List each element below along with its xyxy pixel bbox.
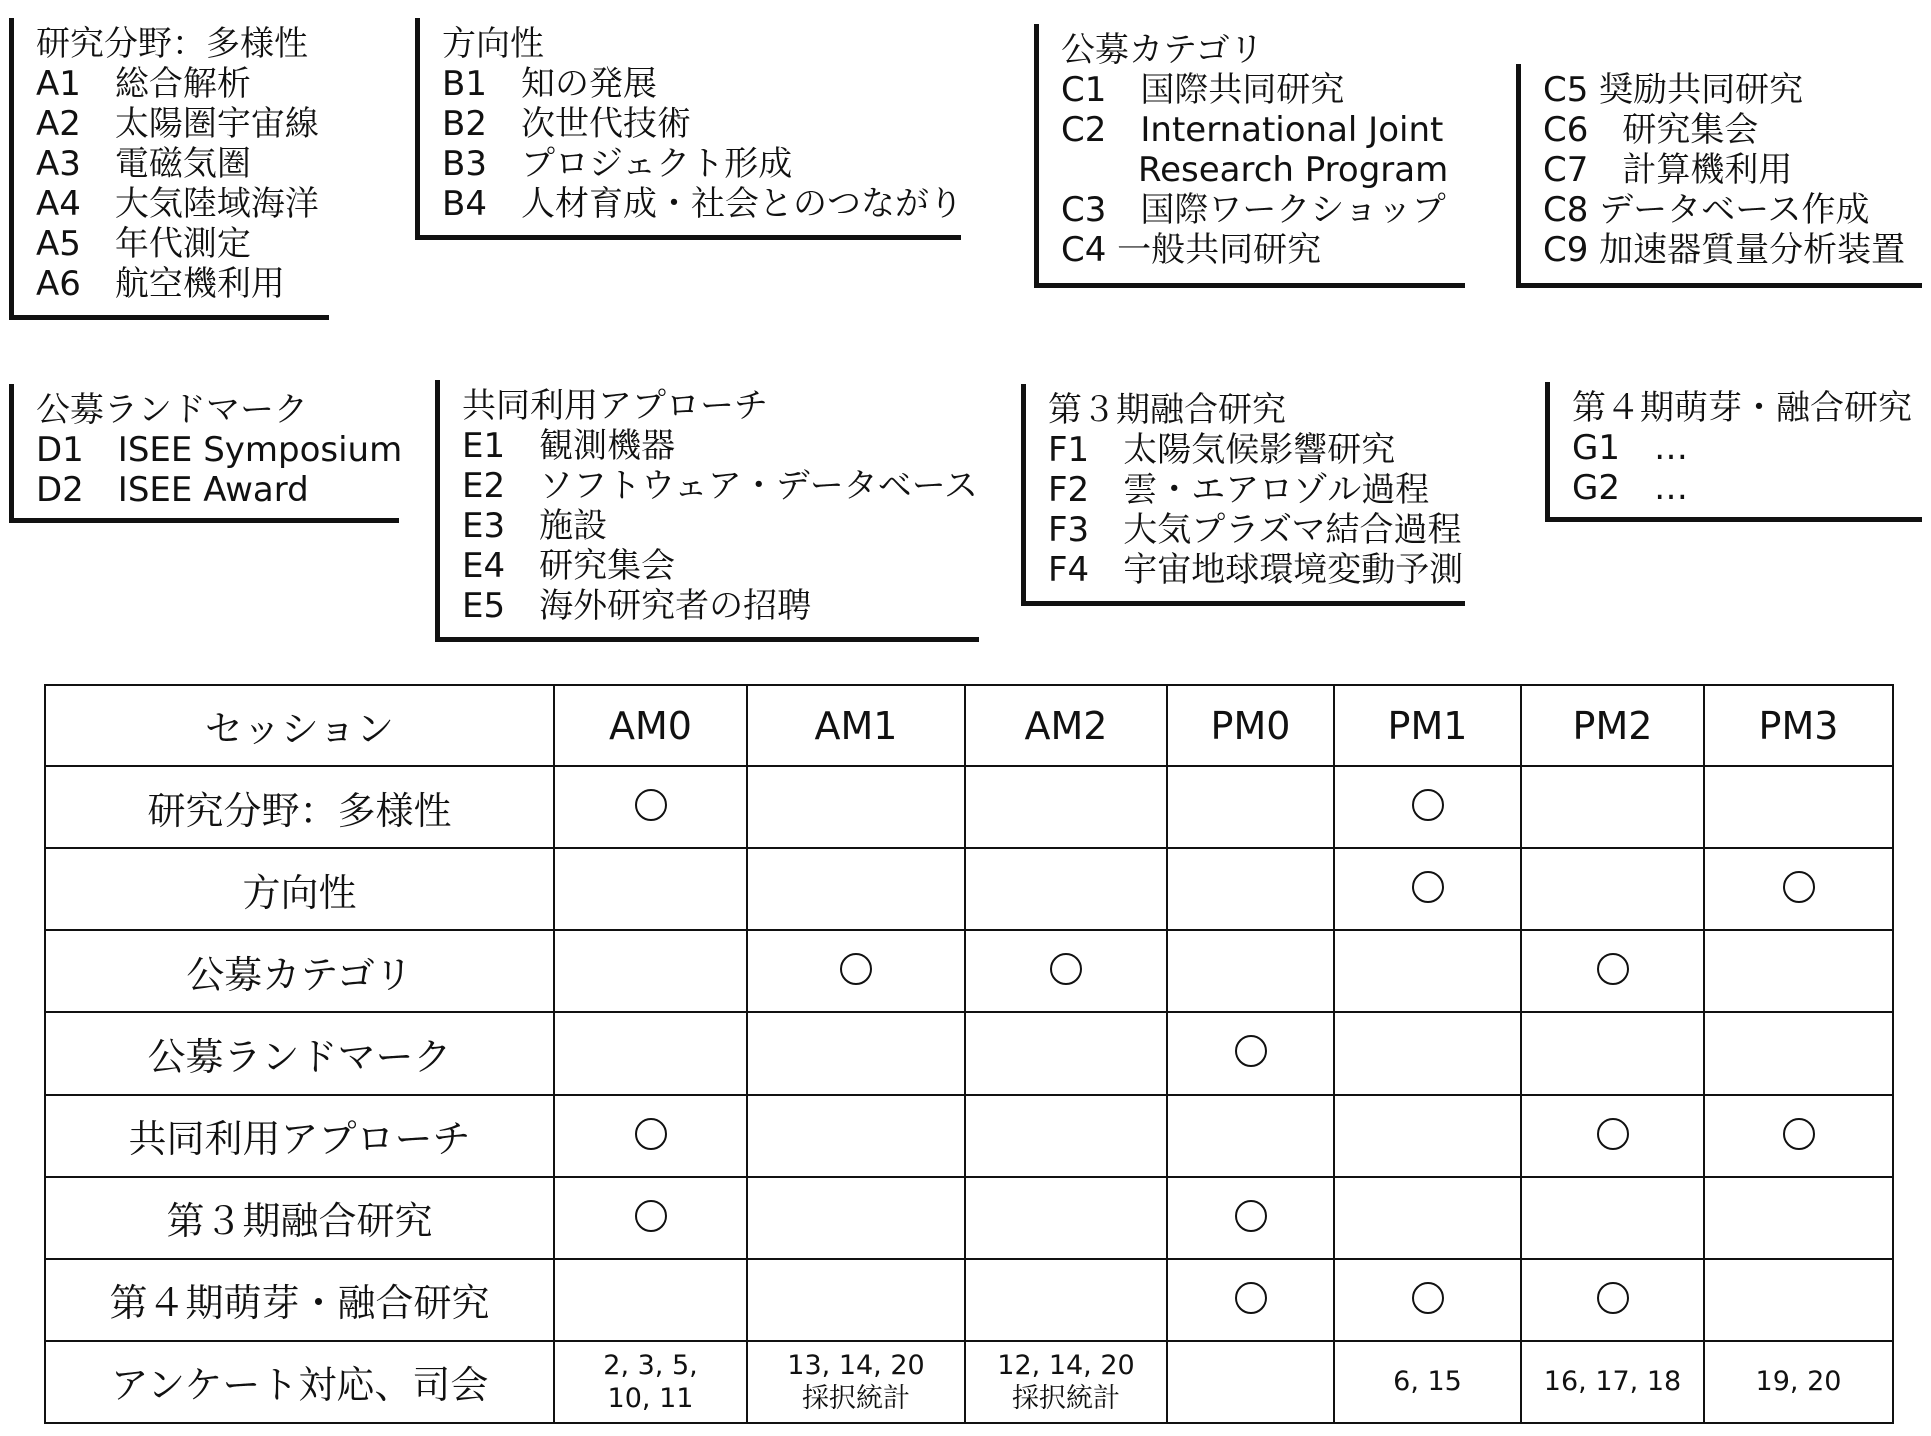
legend-box-d xyxy=(9,384,403,523)
legend-item: C6 研究集会 xyxy=(1543,110,1759,150)
row-label: 第４期萌芽・融合研究 xyxy=(45,1259,554,1341)
table-cell xyxy=(1521,848,1704,930)
legend-item: G2 … xyxy=(1572,468,1688,508)
table-cell xyxy=(1704,848,1893,930)
row-label: 研究分野：多様性 xyxy=(45,766,554,848)
table-cell xyxy=(1521,1177,1704,1259)
legend-item: C9 加速器質量分析装置 xyxy=(1543,230,1906,270)
row-label: 公募カテゴリ xyxy=(45,930,554,1012)
table-cell xyxy=(1167,1012,1334,1094)
legend-item: A4 大気陸域海洋 xyxy=(36,184,319,224)
table-cell xyxy=(554,848,747,930)
circle-mark-icon xyxy=(840,953,872,985)
table-cell-note xyxy=(554,1341,747,1423)
legend-header: 公募カテゴリ xyxy=(1061,30,1264,70)
legend-box-e xyxy=(435,380,979,642)
row-label: 共同利用アプローチ xyxy=(45,1095,554,1177)
legend-item: A3 電磁気圏 xyxy=(36,144,251,184)
legend-box-g xyxy=(1545,382,1922,522)
table-cell xyxy=(965,1259,1167,1341)
table-row xyxy=(45,1095,1893,1177)
table-cell xyxy=(1334,766,1521,848)
legend-item: B2 次世代技術 xyxy=(442,104,691,144)
circle-mark-icon xyxy=(1235,1035,1267,1067)
table-cell xyxy=(965,930,1167,1012)
legend-item: E1 観測機器 xyxy=(462,426,676,466)
note-text xyxy=(555,1349,746,1415)
legend-item: C7 計算機利用 xyxy=(1543,150,1793,190)
table-cell xyxy=(747,1095,965,1177)
circle-mark-icon xyxy=(1597,1282,1629,1314)
circle-mark-icon xyxy=(1412,871,1444,903)
legend-box-f xyxy=(1021,384,1465,606)
table-cell xyxy=(1167,766,1334,848)
legend-item: C2 International Joint xyxy=(1061,110,1444,150)
table-cell xyxy=(965,1177,1167,1259)
legend-header: 第４期萌芽・融合研究 xyxy=(1572,388,1912,428)
circle-mark-icon xyxy=(1050,953,1082,985)
table-cell xyxy=(1704,930,1893,1012)
table-cell xyxy=(1167,1095,1334,1177)
note-text xyxy=(1335,1365,1520,1398)
table-cell-note xyxy=(747,1341,965,1423)
header-column: AM1 xyxy=(747,685,965,766)
table-cell xyxy=(1334,1259,1521,1341)
table-cell xyxy=(1521,1095,1704,1177)
table-row xyxy=(45,1259,1893,1341)
row-label: 公募ランドマーク xyxy=(45,1012,554,1094)
legend-header: 第３期融合研究 xyxy=(1048,390,1286,430)
legend-item: D2 ISEE Award xyxy=(36,470,309,510)
table-cell xyxy=(554,1259,747,1341)
table-cell xyxy=(1521,1259,1704,1341)
legend-item: F3 大気プラズマ結合過程 xyxy=(1048,510,1462,550)
table-cell xyxy=(1704,1259,1893,1341)
circle-mark-icon xyxy=(1235,1200,1267,1232)
table-row-footer xyxy=(45,1341,1893,1423)
header-column: PM3 xyxy=(1704,685,1893,766)
note-line: 10, 11 xyxy=(607,1382,694,1414)
note-text xyxy=(1705,1365,1892,1398)
table-cell xyxy=(965,848,1167,930)
table-cell xyxy=(747,1177,965,1259)
note-line: 13, 14, 20 xyxy=(787,1349,925,1381)
table-cell xyxy=(1334,848,1521,930)
table-cell xyxy=(554,930,747,1012)
table-cell-note xyxy=(1704,1341,1893,1423)
header-session: セッション xyxy=(45,685,554,766)
circle-mark-icon xyxy=(1783,1118,1815,1150)
legend-item: E5 海外研究者の招聘 xyxy=(462,586,812,626)
legend-item: F2 雲・エアロゾル過程 xyxy=(1048,470,1430,510)
table-cell xyxy=(1334,1095,1521,1177)
legend-item: C1 国際共同研究 xyxy=(1061,70,1345,110)
legend-item: A6 航空機利用 xyxy=(36,264,285,304)
table-row xyxy=(45,766,1893,848)
circle-mark-icon xyxy=(635,1200,667,1232)
circle-mark-icon xyxy=(635,789,667,821)
table-cell xyxy=(1704,766,1893,848)
note-line: 採択統計 xyxy=(1012,1382,1120,1414)
circle-mark-icon xyxy=(1235,1282,1267,1314)
table-cell xyxy=(747,1259,965,1341)
circle-mark-icon xyxy=(635,1118,667,1150)
legend-header: 方向性 xyxy=(442,24,544,64)
table-cell-note xyxy=(1334,1341,1521,1423)
legend-item: E3 施設 xyxy=(462,506,608,546)
table-cell-note xyxy=(965,1341,1167,1423)
legend-item: E4 研究集会 xyxy=(462,546,676,586)
circle-mark-icon xyxy=(1783,871,1815,903)
note-text xyxy=(966,1349,1166,1415)
table-cell xyxy=(747,848,965,930)
legend-item: A5 年代測定 xyxy=(36,224,251,264)
header-column: PM1 xyxy=(1334,685,1521,766)
table-cell xyxy=(554,1095,747,1177)
note-line: 2, 3, 5, xyxy=(603,1349,698,1381)
circle-mark-icon xyxy=(1597,953,1629,985)
legend-box-b xyxy=(415,18,961,240)
row-label: 第３期融合研究 xyxy=(45,1177,554,1259)
session-table xyxy=(44,684,1894,1424)
legend-header: 公募ランドマーク xyxy=(36,390,308,430)
table-cell xyxy=(747,930,965,1012)
table-cell xyxy=(1521,930,1704,1012)
note-line: 6, 15 xyxy=(1393,1366,1462,1398)
note-line: 12, 14, 20 xyxy=(997,1349,1135,1381)
header-column: PM2 xyxy=(1521,685,1704,766)
legend-item: C5 奨励共同研究 xyxy=(1543,70,1804,110)
table-cell xyxy=(1704,1095,1893,1177)
table-cell xyxy=(554,1012,747,1094)
note-line: 16, 17, 18 xyxy=(1543,1366,1682,1398)
table-header-row xyxy=(45,685,1893,766)
circle-mark-icon xyxy=(1597,1118,1629,1150)
legend-item: D1 ISEE Symposium xyxy=(36,430,403,470)
note-line: 19, 20 xyxy=(1755,1366,1842,1398)
legend-item: F4 宇宙地球環境変動予測 xyxy=(1048,550,1464,590)
note-text xyxy=(1522,1365,1703,1398)
table-cell-note xyxy=(1167,1341,1334,1423)
table-cell xyxy=(1334,1177,1521,1259)
legend-item: B3 プロジェクト形成 xyxy=(442,144,793,184)
legend-item: E2 ソフトウェア・データベース xyxy=(462,466,979,506)
table-cell xyxy=(965,1012,1167,1094)
table-cell xyxy=(1167,1259,1334,1341)
table-cell xyxy=(747,766,965,848)
legend-item: B1 知の発展 xyxy=(442,64,657,104)
table-cell xyxy=(1521,1012,1704,1094)
table-cell xyxy=(1167,1177,1334,1259)
header-column: PM0 xyxy=(1167,685,1334,766)
legend-box-c xyxy=(1034,24,1465,288)
row-label: 方向性 xyxy=(45,848,554,930)
legend-item: C4 一般共同研究 xyxy=(1061,230,1322,270)
table-row xyxy=(45,848,1893,930)
table-cell xyxy=(554,766,747,848)
legend-box-c-continued xyxy=(1516,64,1922,288)
table-cell xyxy=(1704,1177,1893,1259)
legend-item: C3 国際ワークショップ xyxy=(1061,190,1446,230)
table-cell xyxy=(1167,848,1334,930)
legend-item: B4 人材育成・社会とのつながり xyxy=(442,184,963,224)
table-cell xyxy=(747,1012,965,1094)
legend-item: C8 データベース作成 xyxy=(1543,190,1870,230)
legend-item: F1 太陽気候影響研究 xyxy=(1048,430,1396,470)
legend-header: 研究分野：多様性 xyxy=(36,24,308,64)
table-cell xyxy=(1167,930,1334,1012)
circle-mark-icon xyxy=(1412,789,1444,821)
circle-mark-icon xyxy=(1412,1282,1444,1314)
table-cell xyxy=(1704,1012,1893,1094)
table-row xyxy=(45,1177,1893,1259)
table-cell xyxy=(1334,1012,1521,1094)
legend-item: Research Program xyxy=(1138,150,1449,190)
legend-item: A1 総合解析 xyxy=(36,64,251,104)
table-cell xyxy=(965,1095,1167,1177)
legend-item: G1 … xyxy=(1572,428,1688,468)
note-text xyxy=(748,1349,964,1415)
table-cell xyxy=(554,1177,747,1259)
legend-header: 共同利用アプローチ xyxy=(462,386,768,426)
legend-box-a xyxy=(9,18,329,320)
table-cell-note xyxy=(1521,1341,1704,1423)
table-cell xyxy=(1334,930,1521,1012)
table-cell xyxy=(965,766,1167,848)
table-row xyxy=(45,1012,1893,1094)
legend-item: A2 太陽圏宇宙線 xyxy=(36,104,319,144)
header-column: AM0 xyxy=(554,685,747,766)
header-column: AM2 xyxy=(965,685,1167,766)
table-cell xyxy=(1521,766,1704,848)
note-line: 採択統計 xyxy=(802,1382,910,1414)
table-row xyxy=(45,930,1893,1012)
row-label: アンケート対応、司会 xyxy=(45,1341,554,1423)
